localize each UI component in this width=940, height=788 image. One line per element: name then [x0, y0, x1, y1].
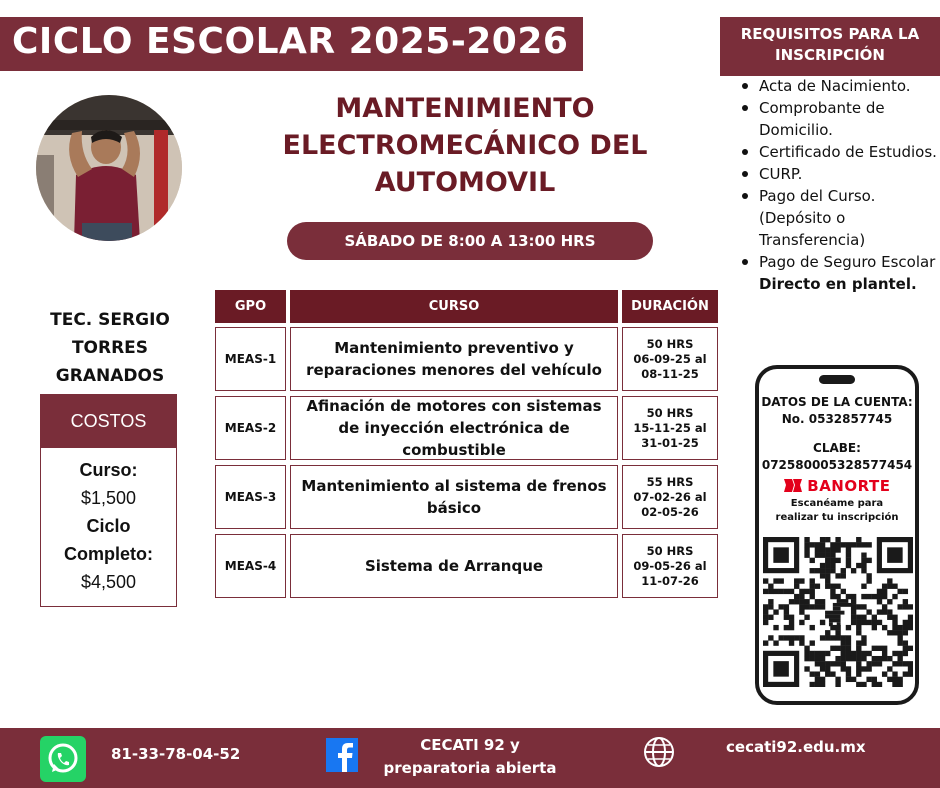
- full-cycle-price: $4,500: [80, 572, 137, 592]
- footer: [0, 728, 940, 788]
- requirement-item: Comprobante de Domicilio.: [739, 97, 939, 141]
- table-header-gpo: GPO: [215, 290, 286, 323]
- whatsapp-icon[interactable]: [40, 736, 86, 782]
- page-title: CICLO ESCOLAR 2025-2026: [12, 21, 569, 62]
- phone-notch: [819, 375, 855, 384]
- instructor-photo: [36, 95, 182, 241]
- scan-instructions: Escanéame para realizar tu inscripción: [775, 498, 899, 523]
- table-cell-course: Afinación de motores con sistemas de inyección electrónica de combustible: [290, 396, 618, 460]
- course-title: MANTENIMIENTO ELECTROMECÁNICO DEL AUTOMOVIL: [282, 93, 648, 198]
- costs-title: COSTOS: [41, 395, 176, 448]
- table-cell-duration: 55 HRS 07-02-26 al 02-05-26: [622, 465, 718, 529]
- table-header-course: CURSO: [290, 290, 618, 323]
- full-cycle-label: Ciclo: [86, 516, 131, 536]
- course-price-label: Curso:: [79, 460, 138, 480]
- schedule-pill: SÁBADO DE 8:00 A 13:00 HRS: [287, 222, 653, 260]
- table-header-duration: DURACIÓN: [622, 290, 718, 323]
- table-cell-duration: 50 HRS 06-09-25 al 08-11-25: [622, 327, 718, 391]
- table-cell-gpo: MEAS-4: [215, 534, 286, 598]
- instructor-name: TEC. SERGIO TORRES GRANADOS: [50, 310, 170, 386]
- title-banner: [0, 17, 583, 71]
- requirement-item: CURP.: [739, 163, 939, 185]
- table-cell-course: Mantenimiento al sistema de frenos básico: [290, 465, 618, 529]
- requirements-title: REQUISITOS PARA LA INSCRIPCIÓN: [720, 17, 940, 76]
- banorte-logo: BANORTE: [759, 477, 915, 495]
- table-cell-duration: 50 HRS 09-05-26 al 11-07-26: [622, 534, 718, 598]
- facebook-page[interactable]: CECATI 92 y preparatoria abierta: [383, 736, 557, 777]
- costs-box: [40, 394, 177, 607]
- table-cell-course: Sistema de Arranque: [290, 534, 618, 598]
- table-cell-course: Mantenimiento preventivo y reparaciones menores del vehículo: [290, 327, 618, 391]
- requirement-item: Certificado de Estudios.: [739, 141, 939, 163]
- banorte-icon: [784, 479, 802, 492]
- full-cycle-label: Completo:: [64, 544, 153, 564]
- requirement-item-insurance: Pago de Seguro Escolar Directo en plantel.: [739, 251, 939, 295]
- table-cell-duration: 50 HRS 15-11-25 al 31-01-25: [622, 396, 718, 460]
- website-link[interactable]: cecati92.edu.mx: [726, 738, 866, 756]
- account-info: DATOS DE LA CUENTA: No. 0532857745 CLABE: 072580005328577454: [761, 395, 913, 472]
- facebook-icon[interactable]: [326, 738, 358, 772]
- table-cell-gpo: MEAS-3: [215, 465, 286, 529]
- table-cell-gpo: MEAS-1: [215, 327, 286, 391]
- qr-code[interactable]: [763, 537, 913, 687]
- phone-number[interactable]: 81-33-78-04-52: [111, 745, 241, 763]
- requirement-item: Pago del Curso. (Depósito o Transferencia): [739, 185, 939, 251]
- requirement-item: Acta de Nacimiento.: [739, 75, 939, 97]
- table-cell-gpo: MEAS-2: [215, 396, 286, 460]
- course-price: $1,500: [80, 488, 137, 508]
- phone-graphic: [755, 365, 919, 705]
- requirements-list: [739, 75, 939, 295]
- globe-icon[interactable]: [643, 736, 675, 768]
